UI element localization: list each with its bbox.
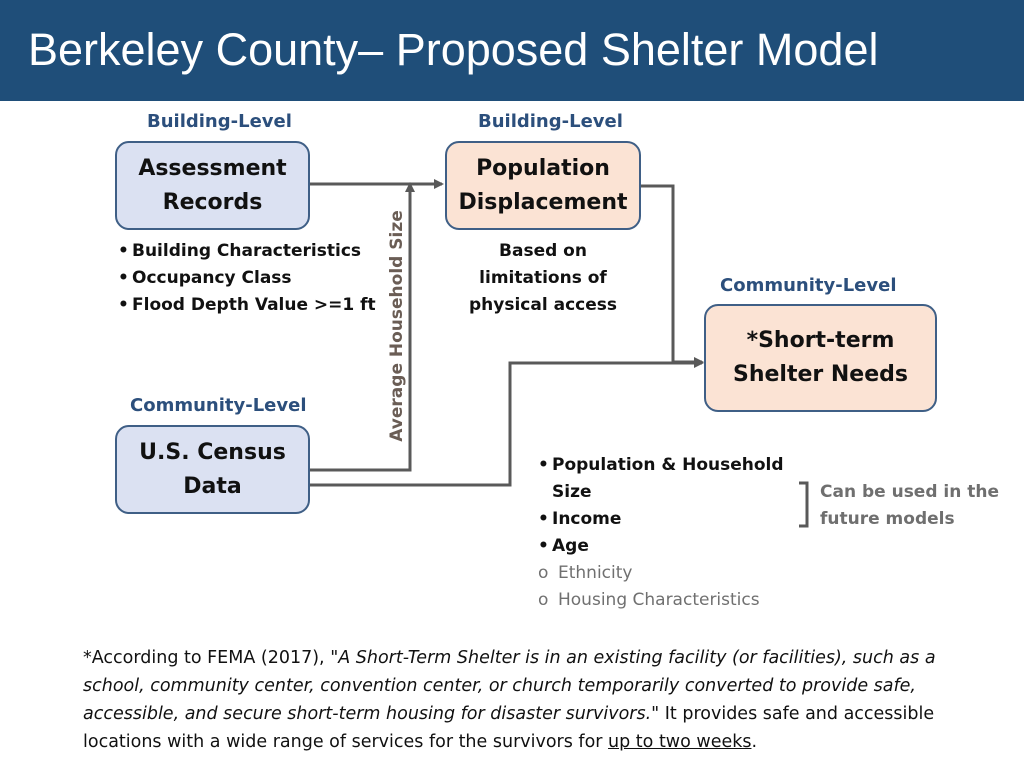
assessment-level-label: Building-Level <box>147 111 292 132</box>
list-item: o Ethnicity <box>538 560 784 587</box>
census-data-label: U.S. Census Data <box>139 439 286 499</box>
list-item: • Age <box>538 533 784 560</box>
shelter-level-label: Community-Level <box>720 275 897 296</box>
population-displacement-label: Population Displacement <box>458 155 628 215</box>
list-item: • Building Characteristics <box>118 238 376 265</box>
census-data-box <box>115 425 310 514</box>
list-item: Size <box>552 482 592 502</box>
footnote-prefix: *According to FEMA (2017), <box>83 648 331 668</box>
slide-title: Berkeley County– Proposed Shelter Model <box>28 24 879 75</box>
footnote-middle: It provides safe and accessible locations with a wide range of services for the survivors for <box>83 704 935 752</box>
assessment-records-label: Assessment Records <box>138 155 287 215</box>
footnote-suffix: . <box>751 732 758 752</box>
shelter-needs-box <box>704 304 937 412</box>
footnote-duration: up to two weeks <box>608 732 752 752</box>
future-bracket <box>799 483 807 526</box>
list-item: o Housing Characteristics <box>538 587 784 614</box>
shelter-needs-label: *Short-term Shelter Needs <box>732 328 908 387</box>
footnote-quote: "A Short-Term Shelter is in an existing facility (or facilities), such as a school, community center, convention center, or church temporarily converted to provide safe, accessible, and secure short-term housing for disaster survivors." <box>83 648 936 724</box>
list-item: • Income <box>538 506 784 533</box>
fema-footnote <box>83 644 988 756</box>
list-item: • Occupancy Class <box>118 265 376 292</box>
census-level-label: Community-Level <box>130 395 307 416</box>
population-note: Based on limitations of physical access <box>469 241 617 315</box>
list-item: • Population & Household <box>538 452 784 479</box>
assessment-bullet-list <box>118 238 376 319</box>
future-models-note: Can be used in the future models <box>820 482 1000 529</box>
assessment-records-box <box>115 141 310 230</box>
household-size-arrow-label: Average Household Size <box>387 210 407 442</box>
population-displacement-box <box>445 141 641 230</box>
arrow-population-to-shelter <box>640 186 702 362</box>
population-level-label: Building-Level <box>478 111 623 132</box>
list-item: • Flood Depth Value >=1 ft <box>118 292 376 319</box>
census-bullet-list <box>538 452 784 614</box>
